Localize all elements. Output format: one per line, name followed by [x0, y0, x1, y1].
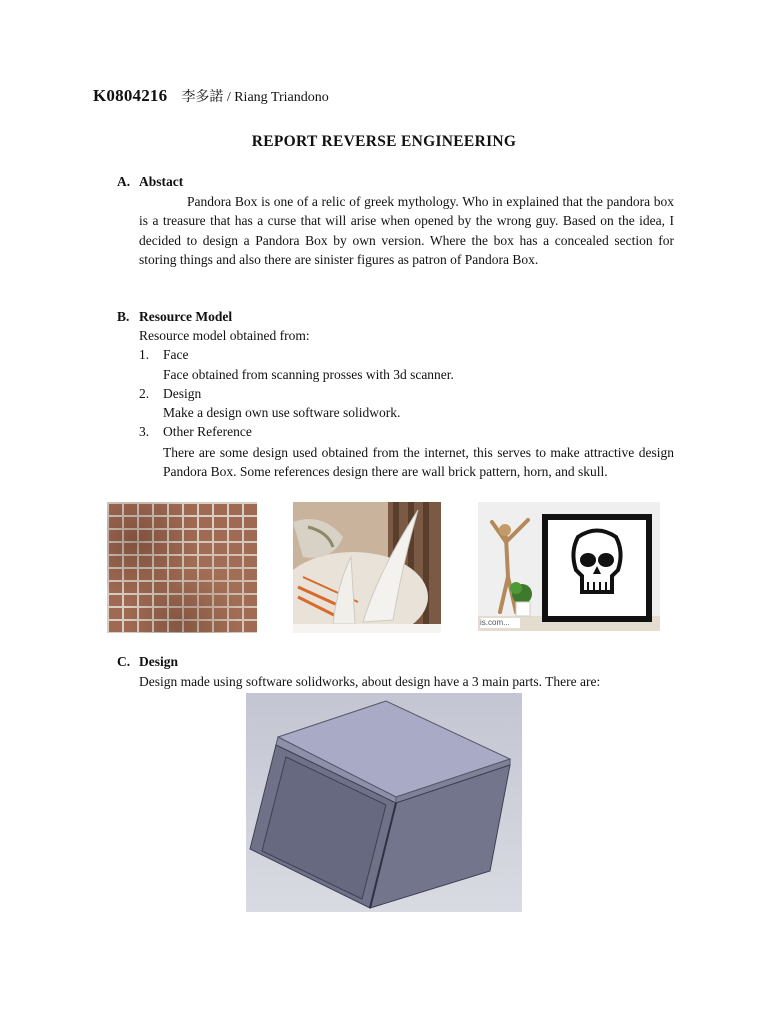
student-id: K0804216: [93, 86, 168, 105]
section-c-title: Design: [139, 654, 179, 669]
list-number: 1.: [139, 347, 150, 362]
skull-frame-photo: [478, 502, 660, 631]
list-item-face-desc: Face obtained from scanning prosses with 3d scanner.: [163, 367, 454, 382]
list-item-design: [139, 386, 201, 402]
design-paragraph: Design made using software solidworks, about design have a 3 main parts. There are:: [139, 674, 601, 689]
brick-wall-photo: [107, 502, 257, 633]
list-number: 3.: [139, 424, 150, 439]
report-title: REPORT REVERSE ENGINEERING: [251, 133, 517, 150]
list-item-title: Design: [163, 386, 202, 401]
list-item-other-reference: [139, 424, 252, 440]
horn-sculpture-photo: [293, 502, 441, 633]
section-b-letter: B.: [117, 309, 130, 324]
brick-texture: [107, 502, 257, 633]
section-b-heading: [117, 309, 232, 325]
skull-image-caption: is.com...: [480, 618, 510, 627]
section-c-letter: C.: [117, 654, 131, 669]
list-number: 2.: [139, 386, 150, 401]
student-header: [93, 86, 329, 106]
skull-illustration: [478, 502, 660, 631]
horn-illustration: [293, 502, 441, 633]
list-item-other-reference-desc: There are some design used obtained from the internet, this serves to make attractive design Pandora Box. Some references design there are wall brick pattern, horn, and skull.: [163, 445, 674, 480]
list-item-title: Other Reference: [163, 424, 252, 439]
section-a-letter: A.: [117, 174, 131, 189]
resource-intro: Resource model obtained from:: [139, 328, 310, 343]
section-a-title: Abstact: [139, 174, 184, 189]
list-item-title: Face: [163, 347, 189, 362]
list-item-design-desc: Make a design own use software solidwork.: [163, 405, 401, 420]
section-c-heading: [117, 654, 178, 670]
box-3d-model: [246, 693, 522, 912]
solidworks-box-render: [246, 693, 522, 912]
abstract-paragraph: Pandora Box is one of a relic of greek mythology. Who in explained that the pandora box is a treasure that has a curse that will arise when opened by the wrong guy. Based on the idea, I decided to design a Pandora Box by own version. Where the box has a concealed section for storing things and also there are sinister figures as patron of Pandora Box.: [139, 194, 674, 267]
section-a-heading: [117, 174, 183, 190]
section-b-title: Resource Model: [139, 309, 233, 324]
student-name: 李多諾 / Riang Triandono: [181, 90, 329, 105]
list-item-face: [139, 347, 188, 363]
